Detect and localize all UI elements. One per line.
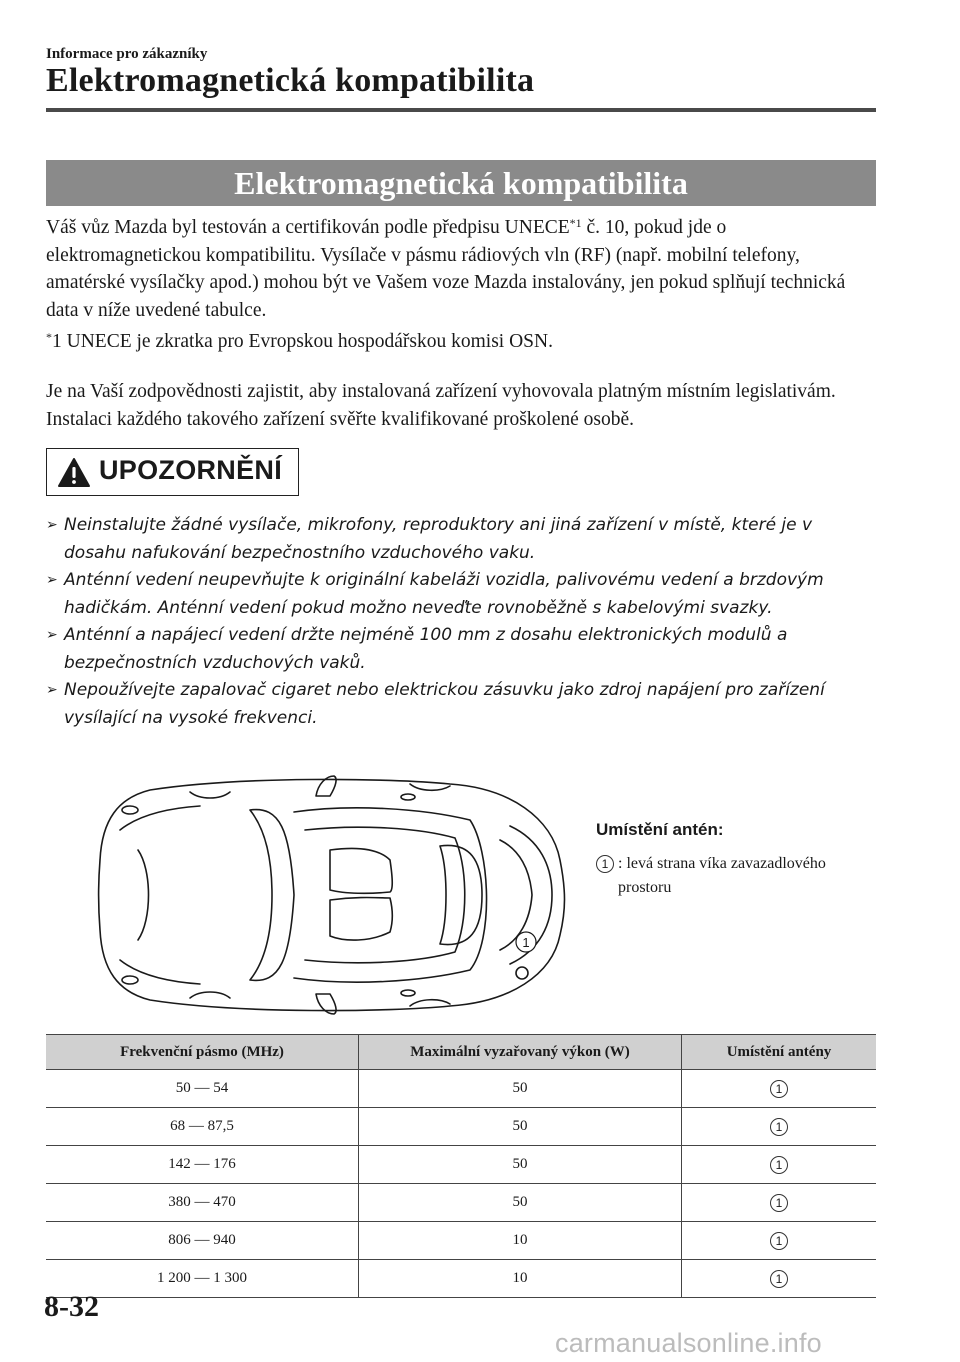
arrow-bullet-icon: ➢ <box>46 627 58 643</box>
cell-antenna: 1 <box>682 1260 877 1298</box>
cell-antenna: 1 <box>682 1184 877 1222</box>
windshield <box>250 810 294 981</box>
warning-item: ➢ Nepoužívejte zapalovač cigaret nebo elektrickou zásuvku jako zdroj napájení pro zařízení vysílající na vysoké frekvenci. <box>46 677 876 732</box>
warning-label: UPOZORNĚNÍ <box>99 455 283 485</box>
arrow-bullet-icon: ➢ <box>46 517 58 533</box>
cell-power: 50 <box>359 1184 682 1222</box>
warning-triangle-icon <box>57 457 91 489</box>
cell-antenna: 1 <box>682 1108 877 1146</box>
col-power: Maximální vyzařovaný výkon (W) <box>359 1035 682 1070</box>
table-row <box>46 1146 876 1184</box>
frequency-table <box>46 1034 876 1298</box>
cabin-outline <box>294 808 487 982</box>
cell-antenna: 1 <box>682 1222 877 1260</box>
table-header-row <box>46 1035 876 1070</box>
table-row <box>46 1070 876 1108</box>
cell-power: 10 <box>359 1260 682 1298</box>
col-frequency: Frekvenční pásmo (MHz) <box>46 1035 359 1070</box>
cell-frequency: 1 200 — 1 300 <box>46 1260 359 1298</box>
col-antenna: Umístění antény <box>682 1035 877 1070</box>
arrow-bullet-icon: ➢ <box>46 572 58 588</box>
warning-header <box>46 448 299 496</box>
cell-power: 10 <box>359 1222 682 1260</box>
warning-item: ➢ Anténní a napájecí vedení držte nejméně 100 mm z dosahu elektronických modulů a bezpečnostních vzduchových vaků. <box>46 622 876 677</box>
table-row <box>46 1222 876 1260</box>
cell-frequency: 380 — 470 <box>46 1184 359 1222</box>
car-body-outline <box>99 779 565 1010</box>
antenna-callout <box>516 932 536 952</box>
intro-paragraph: Váš vůz Mazda byl testován a certifikován podle předpisu UNECE$^{*1}$ č. 10, pokud jde o elektromagnetickou kompatibilitu. Vysílače v pásmu rádiových vln (RF) (např. mobilní telefony, amatérské vysílačky apod.) mohou být ve Vašem voze Mazda instalovány, jen pokud splňují technická data v níže uvedené tabulce. <box>46 216 846 321</box>
car-top-view-illustration <box>90 770 580 1020</box>
footnote: *1 UNECE je zkratka pro Evropskou hospodářskou komisi OSN. <box>46 330 553 352</box>
legend-heading: Umístění antén: <box>596 820 724 839</box>
cell-power: 50 <box>359 1108 682 1146</box>
title-divider <box>46 108 876 112</box>
svg-text:1: 1 <box>522 935 530 950</box>
cell-frequency: 68 — 87,5 <box>46 1108 359 1146</box>
page-number: 8-32 <box>44 1290 99 1323</box>
cell-frequency: 142 — 176 <box>46 1146 359 1184</box>
chapter-title: Elektromagnetická kompatibilita <box>46 62 535 99</box>
cell-frequency: 806 — 940 <box>46 1222 359 1260</box>
warning-item: ➢ Neinstalujte žádné vysílače, mikrofony, reproduktory ani jiná zařízení v místě, které je v dosahu nafukování bezpečnostního vzduchového vaku. <box>46 512 876 567</box>
cell-antenna: 1 <box>682 1070 877 1108</box>
breadcrumb: Informace pro zákazníky <box>46 46 208 62</box>
cell-antenna: 1 <box>682 1146 877 1184</box>
warning-item: ➢ Anténní vedení neupevňujte k originální kabeláži vozidla, palivovému vedení a brzdovým hadičkám. Anténní vedení pokud možno neveďte rovnoběžně s kabelovými svazky. <box>46 567 876 622</box>
table-row <box>46 1108 876 1146</box>
cell-power: 50 <box>359 1146 682 1184</box>
footnote-ref: *1 <box>569 216 582 230</box>
table-row <box>46 1184 876 1222</box>
responsibility-paragraph: Je na Vaší zodpovědnosti zajistit, aby instalovaná zařízení vyhovovala platným místním legislativám. Instalaci každého takového zařízení svěřte kvalifikované proškolené osobě. <box>46 381 836 430</box>
arrow-bullet-icon: ➢ <box>46 682 58 698</box>
section-banner: Elektromagnetická kompatibilita <box>46 160 876 206</box>
warning-list <box>46 512 876 732</box>
legend-text: : levá strana víka zavazadlového prostoru <box>618 855 826 896</box>
cell-frequency: 50 — 54 <box>46 1070 359 1108</box>
legend-number: 1 <box>596 855 614 873</box>
cell-power: 50 <box>359 1070 682 1108</box>
table-row <box>46 1260 876 1298</box>
watermark: carmanualsonline.info <box>555 1328 822 1358</box>
